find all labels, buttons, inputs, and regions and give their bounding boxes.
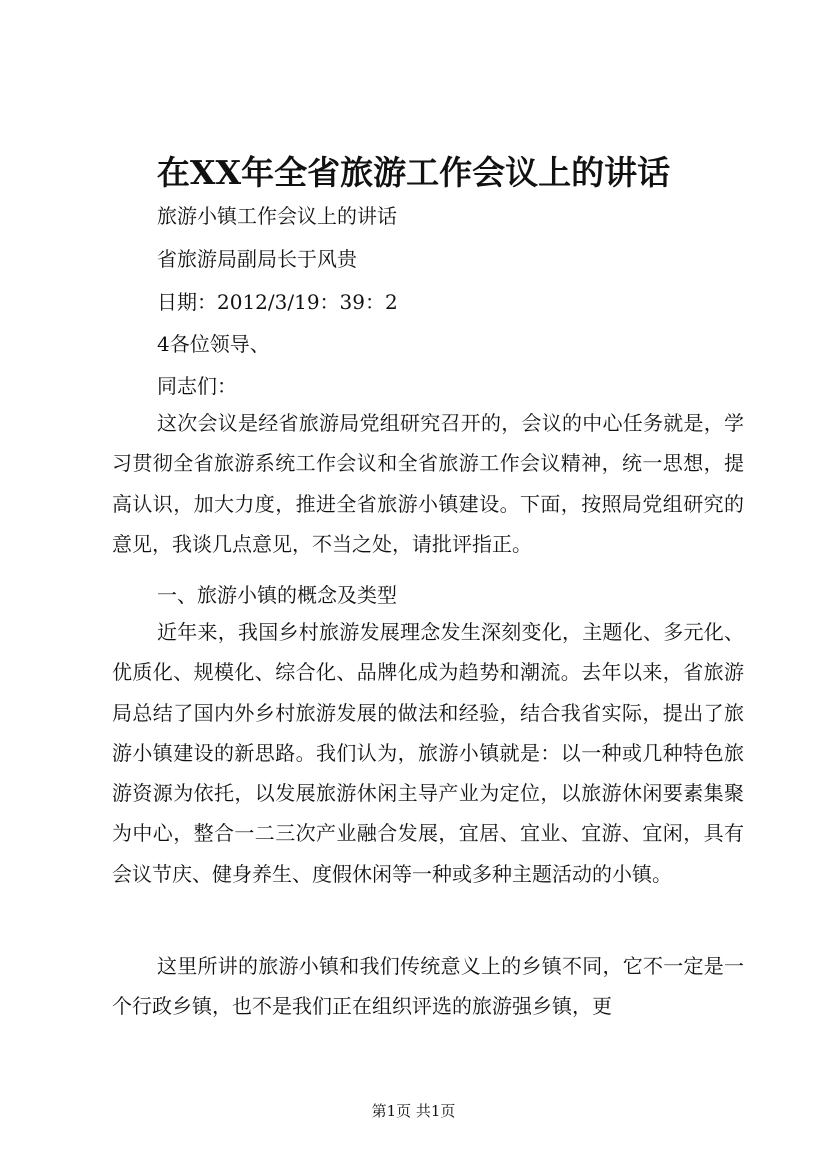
salutation-line-2: 同志们： bbox=[157, 374, 237, 398]
body-paragraph: 这次会议是经省旅游局党组研究召开的，会议的中心任务就是，学习贯彻全省旅游系统工作会议和全省旅游工作会议精神，统一思想，提高认识，加大力度，推进全省旅游小镇建设。下面，按照局党组研究的意见，我谈几点意见，不当之处，请批评指正。 bbox=[112, 411, 744, 556]
body-paragraph: 这里所讲的旅游小镇和我们传统意义上的乡镇不同，它不一定是一个行政乡镇，也不是我们正在组织评选的旅游强乡镇，更 bbox=[112, 954, 744, 1019]
date-line: 日期：2012/3/19：39：2 bbox=[157, 290, 398, 314]
body-paragraph: 近年来，我国乡村旅游发展理念发生深刻变化，主题化、多元化、优质化、规模化、综合化、品牌化成为趋势和潮流。去年以来，省旅游局总结了国内外乡村旅游发展的做法和经验，结合我省实际，提出了旅游小镇建设的新思路。我们认为，旅游小镇就是：以一种或几种特色旅游资源为依托，以发展旅游休闲主导产业为定位，以旅游休闲要素集聚为中心，整合一二三次产业融合发展，宜居、宜业、宜游、宜闲，具有会议节庆、健身养生、度假休闲等一种或多种主题活动的小镇。 bbox=[112, 620, 744, 886]
subtitle-line: 旅游小镇工作会议上的讲话 bbox=[157, 204, 397, 228]
document-title: 在XX年全省旅游工作会议上的讲话 bbox=[156, 153, 671, 192]
section-heading: 一、旅游小镇的概念及类型 bbox=[157, 583, 397, 607]
author-line: 省旅游局副局长于风贵 bbox=[157, 247, 357, 271]
salutation-line: 4各位领导、 bbox=[157, 332, 270, 356]
page-footer: 第1页 共1页 bbox=[371, 1102, 456, 1120]
